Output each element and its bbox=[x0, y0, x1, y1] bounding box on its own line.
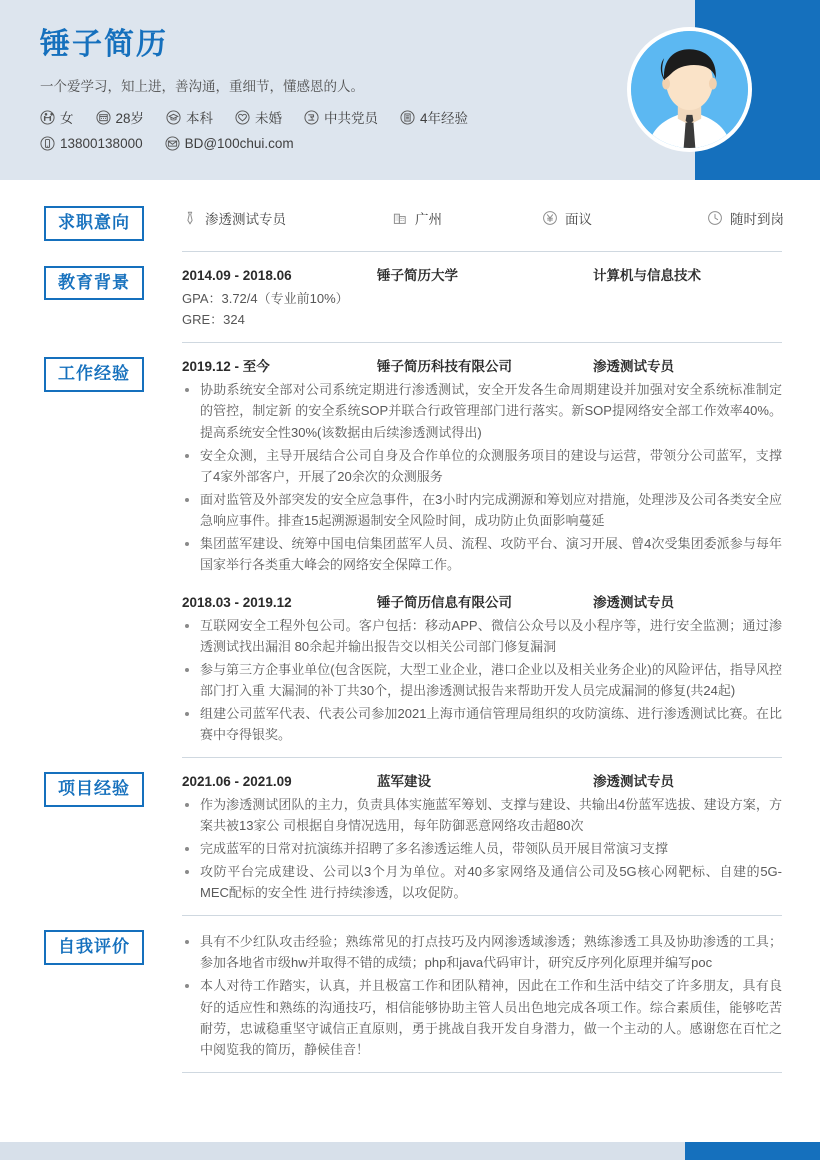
avatar-image bbox=[631, 31, 748, 148]
clock-icon bbox=[707, 210, 723, 226]
work-bullets bbox=[182, 615, 782, 745]
section-label-intention: 求职意向 bbox=[44, 206, 144, 241]
meta-age-label: 28岁 bbox=[115, 111, 145, 127]
party-member-icon bbox=[304, 110, 319, 125]
work-period: 2018.03 - 2019.12 bbox=[182, 594, 292, 610]
list-item: 集团蓝军建设、统筹中国电信集团蓝军人员、流程、攻防平台、演习开展、曾4次受集团委派参与每年国家举行各类重大峰会的网络安全保障工作。 bbox=[182, 533, 782, 575]
intention-availability bbox=[707, 208, 784, 228]
phone-icon bbox=[40, 136, 55, 151]
section-self-evaluation bbox=[0, 928, 820, 1061]
list-item: 安全众测，主导开展结合公司自身及合作单位的众测服务项目的建设与运营，带领分公司蓝军，支撑了4家外部客户，开展了20余次的众测服务 bbox=[182, 445, 782, 487]
work-entry bbox=[182, 355, 782, 574]
project-entry bbox=[182, 770, 782, 903]
avatar-illustration bbox=[631, 31, 748, 148]
intention-availability-label: 随时到岗 bbox=[730, 212, 784, 227]
divider-after-work bbox=[182, 757, 782, 758]
work-company: 锤子简历信息有限公司 bbox=[377, 594, 512, 610]
self-evaluation-body bbox=[182, 928, 820, 1061]
section-label-self-evaluation: 自我评价 bbox=[44, 930, 144, 965]
list-item: 面对监管及外部突发的安全应急事件，在3小时内完成溯源和筹划应对措施，处理涉及公司各类安全应急响应事件。排查15起溯源遏制安全风险时间，成功防止负面影响蔓延 bbox=[182, 489, 782, 531]
divider-after-intention bbox=[182, 251, 782, 252]
project-period: 2021.06 - 2021.09 bbox=[182, 774, 292, 790]
project-entry-head bbox=[182, 770, 782, 790]
resume-body bbox=[0, 180, 820, 1073]
list-item: 参与第三方企事业单位(包含医院，大型工业企业，港口企业以及相关业务企业)的风险评估，指导风控部门打入重 大漏洞的补丁共30个，提出渗透测试报告来帮助开发人员完成漏洞的修复(共24起) bbox=[182, 659, 782, 701]
avatar bbox=[627, 27, 752, 152]
meta-phone-label: 13800138000 bbox=[60, 136, 143, 152]
education-gre: GRE：324 bbox=[182, 311, 245, 327]
meta-political bbox=[304, 107, 378, 127]
section-work-experience bbox=[0, 355, 820, 747]
education-entry-head bbox=[182, 264, 782, 284]
list-item: 攻防平台完成建设、公司以3个月为单位。对40多家网络及通信公司及5G核心网靶标、自建的5G-MEC配标的安全性 进行持续渗透，以攻促防。 bbox=[182, 861, 782, 903]
intention-salary bbox=[542, 208, 707, 228]
email-icon bbox=[165, 136, 180, 151]
label-col-project bbox=[0, 770, 182, 807]
footer-accent-bar bbox=[685, 1142, 820, 1160]
meta-experience bbox=[400, 107, 468, 127]
meta-age bbox=[96, 107, 145, 127]
section-education bbox=[0, 264, 820, 333]
meta-gender bbox=[40, 107, 74, 127]
gender-icon bbox=[40, 110, 55, 125]
work-entry-head bbox=[182, 355, 782, 375]
divider-after-education bbox=[182, 342, 782, 343]
meta-gender-label: 女 bbox=[60, 111, 74, 127]
intention-row bbox=[182, 204, 784, 228]
meta-education-label: 本科 bbox=[186, 111, 214, 127]
project-body bbox=[182, 770, 820, 905]
meta-email bbox=[165, 136, 294, 151]
list-item: 本人对待工作踏实，认真，并且极富工作和团队精神，因此在工作和生活中结交了许多朋友，具有良好的适应性和熟练的沟通技巧，相信能够协助主管人员出色地完成各项工作。综合素质佳，能够吃苦耐劳，忠诚稳重坚守诚信正直原则，勇于挑战自我开发自身潜力，做一个主动的人。感谢您在百忙之中阅览我的简历，静候佳音！ bbox=[182, 975, 782, 1059]
calendar-age-icon bbox=[96, 110, 111, 125]
section-label-project: 项目经验 bbox=[44, 772, 144, 807]
intention-salary-label: 面议 bbox=[565, 212, 592, 227]
section-label-education: 教育背景 bbox=[44, 266, 144, 301]
tie-icon bbox=[182, 210, 198, 226]
section-label-work: 工作经验 bbox=[44, 357, 144, 392]
intention-position-label: 渗透测试专员 bbox=[205, 212, 286, 227]
meta-marital bbox=[235, 107, 282, 127]
education-school: 锤子简历大学 bbox=[377, 267, 458, 283]
meta-phone bbox=[40, 136, 143, 151]
work-entry-head bbox=[182, 591, 782, 611]
label-col-self-evaluation bbox=[0, 928, 182, 965]
meta-marital-label: 未婚 bbox=[255, 111, 283, 127]
list-item: 组建公司蓝军代表、代表公司参加2021上海市通信管理局组织的攻防演练、进行渗透测试比赛。在比赛中夺得银奖。 bbox=[182, 703, 782, 745]
work-bullets bbox=[182, 379, 782, 574]
meta-experience-label: 4年经验 bbox=[420, 111, 469, 127]
section-job-intention bbox=[0, 204, 820, 241]
self-evaluation-bullets bbox=[182, 931, 782, 1059]
experience-document-icon bbox=[400, 110, 415, 125]
intention-city-label: 广州 bbox=[415, 212, 442, 227]
label-col-education bbox=[0, 264, 182, 301]
label-col-intention bbox=[0, 204, 182, 241]
building-icon bbox=[392, 210, 408, 226]
label-col-work bbox=[0, 355, 182, 392]
section-project-experience bbox=[0, 770, 820, 905]
education-period: 2014.09 - 2018.06 bbox=[182, 267, 292, 283]
intention-position bbox=[182, 208, 392, 228]
meta-education bbox=[166, 107, 213, 127]
list-item: 作为渗透测试团队的主力，负责具体实施蓝军筹划、支撑与建设、共输出4份蓝军选拔、建设方案，方案共被13家公 司根据自身情况选用，每年防御恶意网络攻击超80次 bbox=[182, 794, 782, 836]
work-role: 渗透测试专员 bbox=[593, 359, 674, 375]
list-item: 协助系统安全部对公司系统定期进行渗透测试，安全开发各生命周期建设并加强对安全系统标准制定的管控，制定新 的安全系统SOP并联合行政管理部门进行落实。新SOP提网络安全部工作效率40%。提高系统安全性30%(该数据由后续渗透测试得出) bbox=[182, 379, 782, 442]
list-item: 完成蓝军的日常对抗演练并招聘了多名渗透运维人员，带领队员开展目常演习支撑 bbox=[182, 838, 782, 859]
project-role: 渗透测试专员 bbox=[593, 774, 674, 790]
yen-icon bbox=[542, 210, 558, 226]
resume-header bbox=[0, 0, 820, 180]
work-entry bbox=[182, 591, 782, 745]
work-company: 锤子简历科技有限公司 bbox=[377, 359, 512, 375]
meta-political-label: 中共党员 bbox=[324, 111, 379, 127]
intention-city bbox=[392, 208, 542, 228]
divider-after-project bbox=[182, 915, 782, 916]
work-body bbox=[182, 355, 820, 747]
divider-after-self-evaluation bbox=[182, 1072, 782, 1073]
header-tagline: 一个爱学习，知上进，善沟通，重细节，懂感恩的人。 bbox=[40, 79, 364, 94]
page-title: 锤子简历 bbox=[40, 28, 168, 61]
work-role: 渗透测试专员 bbox=[593, 594, 674, 610]
education-gpa: GPA：3.72/4（专业前10%） bbox=[182, 290, 349, 306]
education-major: 计算机与信息技术 bbox=[593, 267, 701, 283]
meta-email-label: BD@100chui.com bbox=[184, 136, 294, 152]
marital-status-icon bbox=[235, 110, 250, 125]
list-item: 互联网安全工程外包公司。客户包括：移动APP、微信公众号以及小程序等，进行安全监测；通过渗透测试找出漏泪 80余起并输出报告交以相关公司部门修复漏洞 bbox=[182, 615, 782, 657]
graduation-cap-icon bbox=[166, 110, 181, 125]
education-body bbox=[182, 264, 820, 333]
list-item: 具有不少红队攻击经验；熟练常见的打点技巧及内网渗透域渗透；熟练渗透工具及协助渗透的工具；参加各地省市级hw并取得不错的成绩；php和java代码审计，研究反序列化原理并编写poc bbox=[182, 931, 782, 973]
project-name: 蓝军建设 bbox=[377, 774, 431, 790]
intention-body bbox=[182, 204, 820, 228]
page-footer bbox=[0, 1142, 820, 1160]
project-bullets bbox=[182, 794, 782, 903]
work-period: 2019.12 - 至今 bbox=[182, 359, 270, 375]
education-entry bbox=[182, 264, 782, 331]
